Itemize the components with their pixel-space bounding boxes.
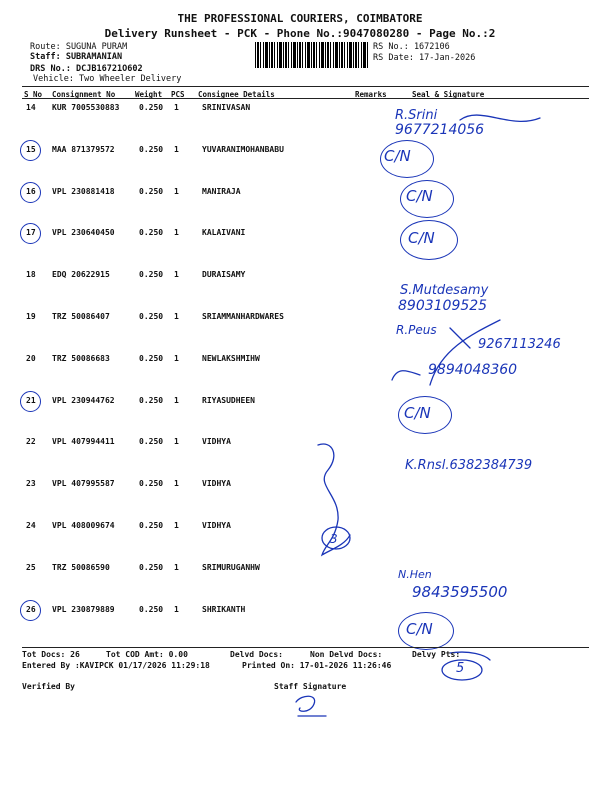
footer-rule [22, 647, 589, 648]
row-consignment-no: KUR 7005530883 [52, 103, 120, 112]
row-consignee: NEWLAKSHMIHW [202, 354, 260, 363]
row-pcs: 1 [174, 270, 179, 279]
sig-row19-name: R.Peus [396, 323, 437, 337]
row-weight: 0.250 [139, 437, 164, 446]
row-weight: 0.250 [139, 521, 164, 530]
sig-row18-phone: 8903109525 [398, 298, 488, 314]
row-weight: 0.250 [139, 354, 164, 363]
row-consignment-no: TRZ 50086407 [52, 312, 110, 321]
col-pcs: PCS [171, 90, 185, 99]
col-seal-signature: Seal & Signature [412, 90, 485, 99]
col-weight: Weight [135, 90, 163, 99]
delvd-docs: Delvd Docs: [230, 650, 283, 659]
row-consignee: VIDHYA [202, 479, 231, 488]
row-sno: 15 [26, 145, 36, 154]
row-sno: 26 [26, 605, 36, 614]
sig-row19-phone: 9267113246 [478, 337, 561, 352]
tot-cod-amt: Tot COD Amt: 0.00 [106, 650, 188, 659]
row-sno: 25 [26, 563, 36, 572]
sig-row19-slash [430, 320, 500, 385]
row-sno: 14 [26, 103, 36, 112]
row-consignee: VIDHYA [202, 521, 231, 530]
row-weight: 0.250 [139, 563, 164, 572]
row-consignment-no: VPL 230881418 [52, 187, 115, 196]
row-pcs: 1 [174, 103, 179, 112]
col-consignment: Consignment No [52, 90, 116, 99]
row-consignment-no: MAA 871379572 [52, 145, 115, 154]
row-weight: 0.250 [139, 396, 164, 405]
row-weight: 0.250 [139, 145, 164, 154]
row-weight: 0.250 [139, 187, 164, 196]
row-sno: 23 [26, 479, 36, 488]
drs-number: DRS No.: DCJB16721O602 [30, 64, 143, 74]
tot-docs: Tot Docs: 26 [22, 650, 80, 659]
delvy-pts-count: 5 [456, 661, 465, 676]
row-consignment-no: TRZ 50086683 [52, 354, 110, 363]
row-consignment-no: VPL 230640450 [52, 228, 115, 237]
bracket-mark [318, 444, 350, 555]
row-weight: 0.250 [139, 103, 164, 112]
sig-row20-phone: 9894048360 [428, 362, 518, 378]
col-consignee: Consignee Details [198, 90, 275, 99]
sig-row25-phone: 9843595500 [412, 583, 508, 601]
entered-by: Entered By :KAVIPCK 01/17/2026 11:29:18 [22, 661, 210, 670]
row-consignee: MANIRAJA [202, 187, 241, 196]
verified-by: Verified By [22, 682, 75, 691]
sig-row25-name: N.Hen [398, 568, 432, 581]
row-pcs: 1 [174, 187, 179, 196]
row-sno: 19 [26, 312, 36, 321]
row-pcs: 1 [174, 479, 179, 488]
rs-date: RS Date: 17-Jan-2026 [373, 53, 476, 63]
sig-row18-name: S.Mutdesamy [400, 283, 489, 298]
col-sno: S No [24, 90, 43, 99]
row-sno: 18 [26, 270, 36, 279]
row-sno: 20 [26, 354, 36, 363]
cn-mark-row17: C/N [408, 229, 435, 247]
printed-on: Printed On: 17-01-2026 11:26:46 [242, 661, 392, 670]
cn-mark-row15: C/N [384, 147, 411, 165]
cn-mark-row26: C/N [406, 620, 433, 638]
route: Route: SUGUNA PURAM [30, 42, 128, 52]
runsheet-subtitle: Delivery Runsheet - PCK - Phone No.:9047080280 - Page No.:2 [104, 27, 496, 40]
bracket-count-mark: 3 [330, 532, 338, 546]
staff-signature-label: Staff Signature [274, 682, 347, 691]
row-consignment-no: VPL 407995587 [52, 479, 115, 488]
row-consignee: VIDHYA [202, 437, 231, 446]
row-consignment-no: VPL 407994411 [52, 437, 115, 446]
row-consignment-no: VPL 230879889 [52, 605, 115, 614]
cn-mark-row16: C/N [406, 187, 433, 205]
row-consignment-no: TRZ 50086590 [52, 563, 110, 572]
row-pcs: 1 [174, 312, 179, 321]
row-consignee: SRIAMMANHARDWARES [202, 312, 284, 321]
row-pcs: 1 [174, 605, 179, 614]
row-pcs: 1 [174, 563, 179, 572]
row-pcs: 1 [174, 521, 179, 530]
cn-mark-row21: C/N [404, 404, 431, 422]
row-pcs: 1 [174, 437, 179, 446]
row-sno: 24 [26, 521, 36, 530]
sig-row14-name: R.Srini [395, 108, 438, 123]
row-consignee: SHRIKANTH [202, 605, 246, 614]
vehicle: Vehicle: Two Wheeler Delivery [33, 74, 182, 84]
sig-row14-flourish [460, 115, 540, 121]
row-consignee: DURAISAMY [202, 270, 246, 279]
row-weight: 0.250 [139, 605, 164, 614]
row-pcs: 1 [174, 145, 179, 154]
sig-row20-scrawl [392, 371, 420, 380]
row-consignment-no: VPL 230944762 [52, 396, 115, 405]
row-weight: 0.250 [139, 479, 164, 488]
row-pcs: 1 [174, 354, 179, 363]
row-pcs: 1 [174, 228, 179, 237]
row-consignee: SRINIVASAN [202, 103, 251, 112]
row-pcs: 1 [174, 396, 179, 405]
row-consignee: SRIMURUGANHW [202, 563, 260, 572]
rs-number: RS No.: 1672106 [373, 42, 450, 52]
row-sno: 22 [26, 437, 36, 446]
row-weight: 0.250 [139, 228, 164, 237]
col-remarks: Remarks [355, 90, 387, 99]
row-consignee: RIYASUDHEEN [202, 396, 255, 405]
row-consignee: KALAIVANI [202, 228, 246, 237]
row-consignment-no: EDQ 20622915 [52, 270, 110, 279]
non-delvd-docs: Non Delvd Docs: [310, 650, 383, 659]
row-weight: 0.250 [139, 270, 164, 279]
staff: Staff: SUBRAMANIAN [30, 52, 123, 62]
row-sno: 17 [26, 228, 36, 237]
company-title: THE PROFESSIONAL COURIERS, COIMBATORE [177, 12, 423, 25]
row-sno: 21 [26, 396, 36, 405]
row-consignment-no: VPL 408009674 [52, 521, 115, 530]
row-weight: 0.250 [139, 312, 164, 321]
row-consignee: YUVARANIMOHANBABU [202, 145, 284, 154]
sig-row22-line: K.Rnsl.6382384739 [405, 458, 533, 473]
row-sno: 16 [26, 187, 36, 196]
sig-row14-phone: 9677214056 [395, 122, 485, 138]
delvy-pts: Delvy Pts: [412, 650, 461, 659]
